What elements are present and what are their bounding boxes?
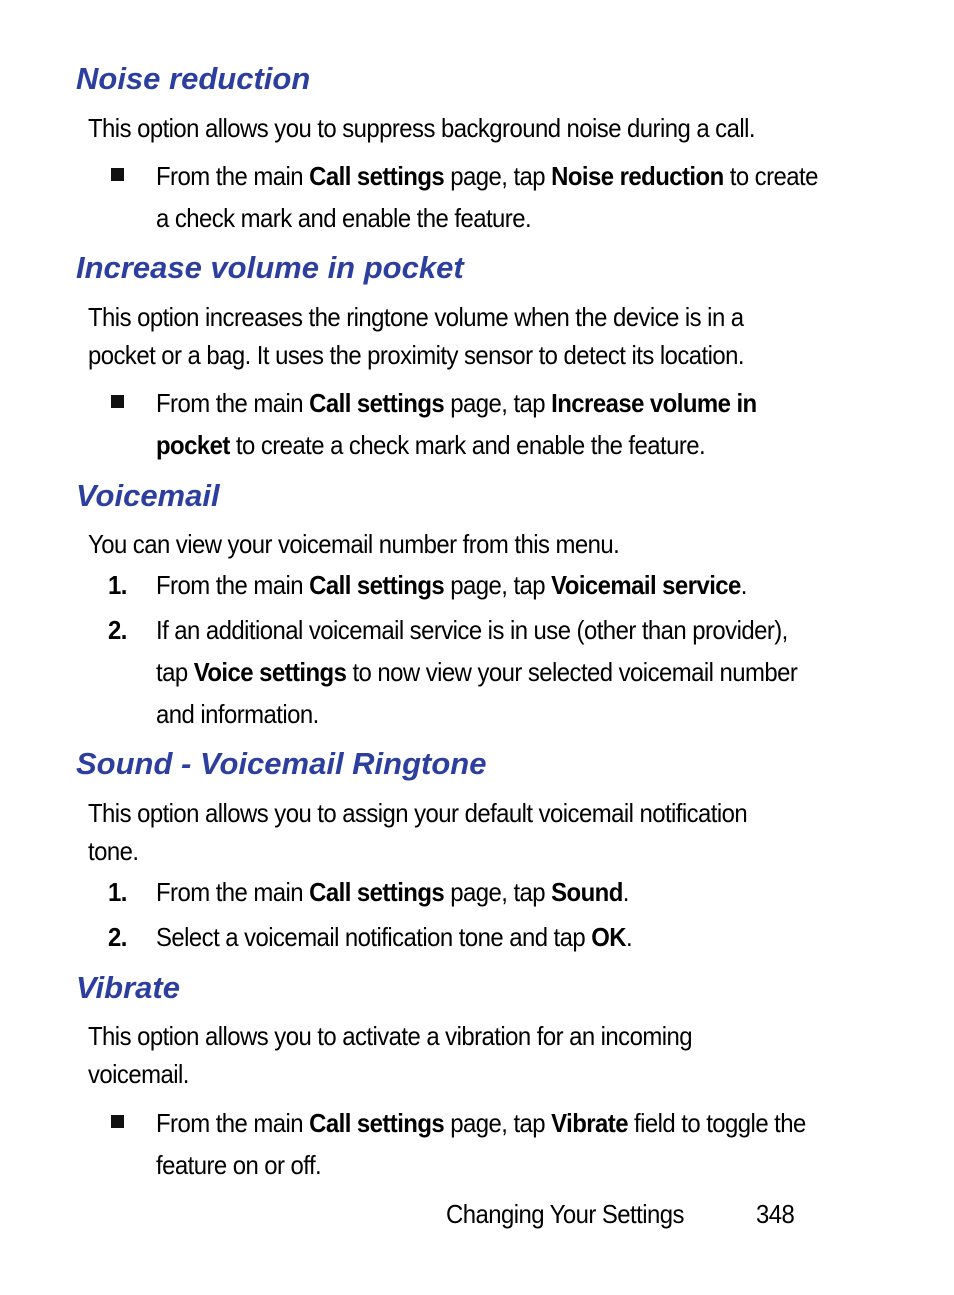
- description-line: pocket or a bag. It uses the proximity sensor to detect its location.: [88, 340, 744, 370]
- section-heading-noise-reduction: Noise reduction: [76, 61, 311, 96]
- text-run: field to toggle the: [627, 1108, 806, 1138]
- text-run: From the main: [156, 161, 310, 191]
- text-run: page, tap: [444, 388, 552, 418]
- text-run: From the main: [156, 877, 310, 907]
- square-bullet-icon: [111, 1115, 124, 1128]
- text-run: Select a voicemail notification tone and tap: [156, 922, 592, 952]
- step-line: [156, 651, 855, 693]
- step-number: 2.: [108, 615, 127, 645]
- text-run: page, tap: [444, 1108, 552, 1138]
- ui-term-call-settings: Call settings: [309, 877, 445, 907]
- step-line: [156, 871, 855, 913]
- step-line: If an additional voicemail service is in use (other than provider),: [156, 615, 788, 645]
- step-line: [156, 424, 855, 466]
- text-run: to create: [723, 161, 818, 191]
- ui-term-call-settings: Call settings: [309, 1108, 445, 1138]
- section-heading-vibrate: Vibrate: [76, 970, 180, 1005]
- step-line: [156, 155, 855, 197]
- ui-term-call-settings: Call settings: [309, 570, 445, 600]
- step-text: [156, 609, 855, 735]
- ui-term-ok: OK: [591, 922, 627, 952]
- description-line: This option allows you to activate a vibration for an incoming: [88, 1021, 692, 1051]
- step-line: a check mark and enable the feature.: [156, 203, 532, 233]
- section-heading-sound: Sound - Voicemail Ringtone: [76, 746, 487, 781]
- text-run: to create a check mark and enable the feature.: [229, 430, 706, 460]
- increase-volume-description: [88, 298, 824, 374]
- step-line: [156, 1102, 855, 1144]
- step-text: [156, 916, 855, 958]
- description-line: This option increases the ringtone volume when the device is in a: [88, 302, 744, 332]
- text-run: page, tap: [444, 161, 552, 191]
- step-number: 1.: [108, 877, 127, 907]
- text-run: to now view your selected voicemail number: [346, 657, 798, 687]
- ui-term-vibrate: Vibrate: [551, 1108, 628, 1138]
- step-line: and information.: [156, 699, 319, 729]
- step-number: 2.: [108, 922, 127, 952]
- ui-term-voicemail-service: Voicemail service: [551, 570, 741, 600]
- step-number: 1.: [108, 570, 127, 600]
- section-heading-increase-volume: Increase volume in pocket: [76, 250, 464, 285]
- ui-term-increase-volume: Increase volume in: [551, 388, 757, 418]
- step-text: [156, 871, 855, 913]
- ui-term-noise-reduction: Noise reduction: [551, 161, 724, 191]
- square-bullet-icon: [111, 395, 124, 408]
- step-line: [156, 382, 855, 424]
- description-line: This option allows you to assign your default voicemail notification: [88, 798, 748, 828]
- ui-term-pocket: pocket: [156, 430, 230, 460]
- noise-reduction-description: This option allows you to suppress background noise during a call.: [88, 113, 755, 143]
- text-run: .: [622, 877, 629, 907]
- ui-term-voice-settings: Voice settings: [193, 657, 347, 687]
- section-heading-voicemail: Voicemail: [76, 478, 220, 513]
- text-run: From the main: [156, 1108, 310, 1138]
- step-text: [156, 155, 855, 239]
- voicemail-description: You can view your voicemail number from this menu.: [88, 529, 620, 559]
- text-run: page, tap: [444, 570, 552, 600]
- ui-term-sound: Sound: [551, 877, 623, 907]
- text-run: .: [740, 570, 747, 600]
- description-line: tone.: [88, 836, 139, 866]
- text-run: tap: [156, 657, 194, 687]
- description-line: voicemail.: [88, 1059, 189, 1089]
- vibrate-description: [88, 1017, 824, 1093]
- text-run: .: [626, 922, 633, 952]
- footer-chapter-title: Changing Your Settings: [446, 1199, 684, 1229]
- step-line: feature on or off.: [156, 1150, 322, 1180]
- footer-page-number: 348: [756, 1199, 795, 1229]
- text-run: From the main: [156, 388, 310, 418]
- step-text: [156, 1102, 855, 1186]
- step-text: [156, 564, 855, 606]
- ui-term-call-settings: Call settings: [309, 161, 445, 191]
- step-line: [156, 564, 855, 606]
- text-run: From the main: [156, 570, 310, 600]
- text-run: page, tap: [444, 877, 552, 907]
- step-line: [156, 916, 855, 958]
- square-bullet-icon: [111, 168, 124, 181]
- sound-description: [88, 794, 824, 870]
- step-text: [156, 382, 855, 466]
- ui-term-call-settings: Call settings: [309, 388, 445, 418]
